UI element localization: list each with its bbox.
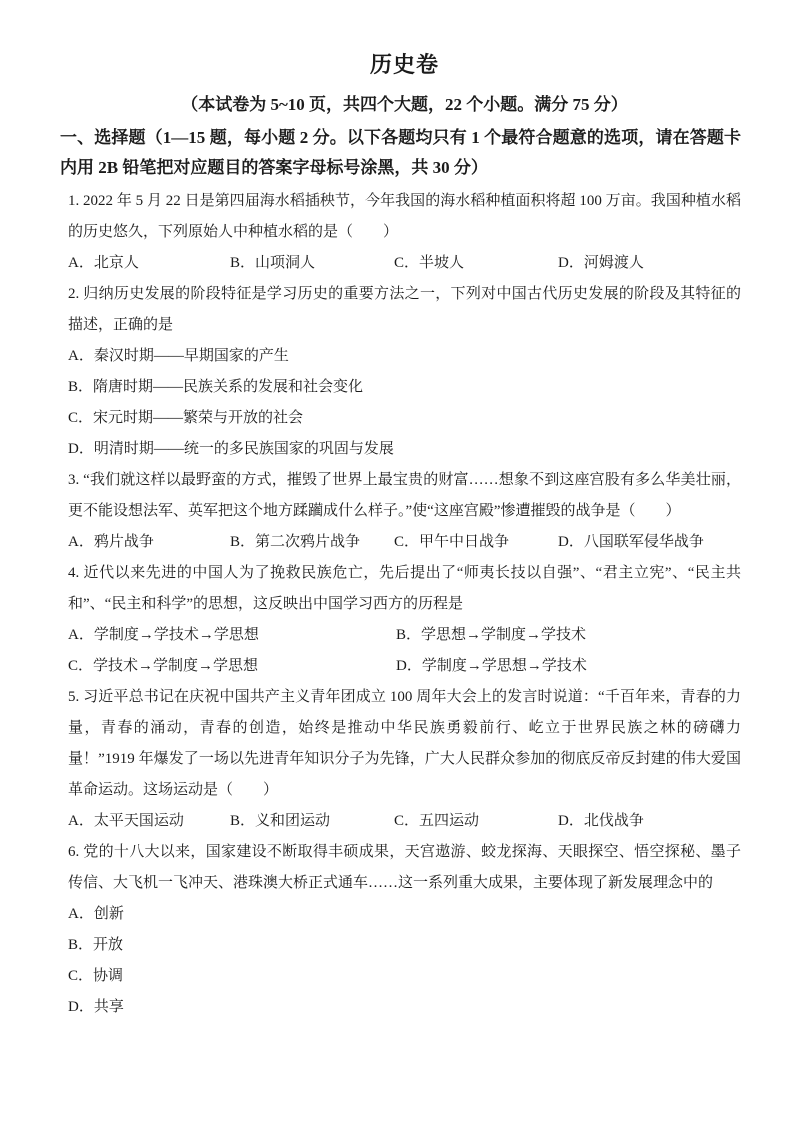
question-stem: 6. 党的十八大以来，国家建设不断取得丰硕成果，天宫遨游、蛟龙探海、天眼探空、悟空探秘、墨子传信、大飞机一飞冲天、港珠澳大桥正式通车……这一系列重大成果，主要体现了新发展理念中的 bbox=[68, 844, 741, 891]
question-6 bbox=[68, 837, 741, 1023]
option: C．宋元时期——繁荣与开放的社会 bbox=[68, 410, 304, 426]
option: A．北京人 bbox=[68, 255, 139, 271]
option: D．北伐战争 bbox=[558, 813, 644, 829]
option: D．共享 bbox=[68, 999, 124, 1015]
options bbox=[68, 341, 741, 465]
question-5 bbox=[68, 682, 741, 837]
options bbox=[68, 806, 741, 837]
option: C．半坡人 bbox=[394, 255, 465, 271]
question-3 bbox=[68, 465, 741, 558]
option: A．创新 bbox=[68, 906, 124, 922]
question-stem: 1. 2022 年 5 月 22 日是第四届海水稻插秧节，今年我国的海水稻种植面积将超 100 万亩。我国种植水稻的历史悠久，下列原始人中种植水稻的是（ ） bbox=[68, 193, 741, 240]
options bbox=[68, 899, 741, 1023]
option: B．山项洞人 bbox=[230, 255, 316, 271]
options bbox=[68, 620, 741, 682]
option: C．协调 bbox=[68, 968, 124, 984]
option: C．学技术→学制度→学思想 bbox=[68, 658, 259, 674]
option: B．第二次鸦片战争 bbox=[230, 534, 361, 550]
option: B．隋唐时期——民族关系的发展和社会变化 bbox=[68, 379, 364, 395]
question-stem: 5. 习近平总书记在庆祝中国共产主义青年团成立 100 周年大会上的发言时说道：“千百年来，青春的力量，青春的涌动，青春的创造，始终是推动中华民族勇毅前行、屹立于世界民族之林的磅礴力量！”1919 年爆发了一场以先进青年知识分子为先锋，广大人民群众参加的彻底反帝反封建的伟大爱国革命运动。这场运动是（ ） bbox=[68, 689, 741, 798]
page-title: 历史卷 bbox=[369, 52, 439, 77]
option: D．八国联军侵华战争 bbox=[558, 534, 704, 550]
exam-info: （本试卷为 5~10 页，共四个大题，22 个小题。满分 75 分） bbox=[181, 95, 628, 114]
option: C．五四运动 bbox=[394, 813, 480, 829]
question-stem: 3. “我们就这样以最野蛮的方式，摧毁了世界上最宝贵的财富……想象不到这座宫股有多么华美壮丽，更不能设想法军、英军把这个地方蹂躏成什么样子。”使“这座宫殿”惨遭摧毁的战争是（ ） bbox=[68, 472, 741, 519]
option: B．开放 bbox=[68, 937, 124, 953]
question-1 bbox=[68, 186, 741, 279]
option: D．河姆渡人 bbox=[558, 255, 644, 271]
options bbox=[68, 248, 741, 279]
questions bbox=[68, 186, 741, 1023]
question-4 bbox=[68, 558, 741, 682]
section-one-heading: 一、选择题（1—15 题，每小题 2 分。以下各题均只有 1 个最符合题意的选项，请在答题卡内用 2B 铅笔把对应题目的答案字母标号涂黑，共 30 分） bbox=[60, 128, 741, 177]
question-2 bbox=[68, 279, 741, 465]
question-stem: 2. 归纳历史发展的阶段特征是学习历史的重要方法之一，下列对中国古代历史发展的阶段及其特征的描述，正确的是 bbox=[68, 286, 741, 333]
option: C．甲午中日战争 bbox=[394, 534, 510, 550]
option: B．学思想→学制度→学技术 bbox=[396, 627, 587, 643]
option: D．学制度→学思想→学技术 bbox=[396, 658, 587, 674]
option: A．秦汉时期——早期国家的产生 bbox=[68, 348, 289, 364]
option: A．太平天国运动 bbox=[68, 813, 184, 829]
option: B．义和团运动 bbox=[230, 813, 331, 829]
option: D．明清时期——统一的多民族国家的巩固与发展 bbox=[68, 441, 394, 457]
question-stem: 4. 近代以来先进的中国人为了挽救民族危亡，先后提出了“师夷长技以自强”、“君主立宪”、“民主共和”、“民主和科学”的思想，这反映出中国学习西方的历程是 bbox=[68, 565, 741, 612]
option: A．学制度→学技术→学思想 bbox=[68, 627, 259, 643]
options bbox=[68, 527, 741, 558]
option: A．鸦片战争 bbox=[68, 534, 154, 550]
